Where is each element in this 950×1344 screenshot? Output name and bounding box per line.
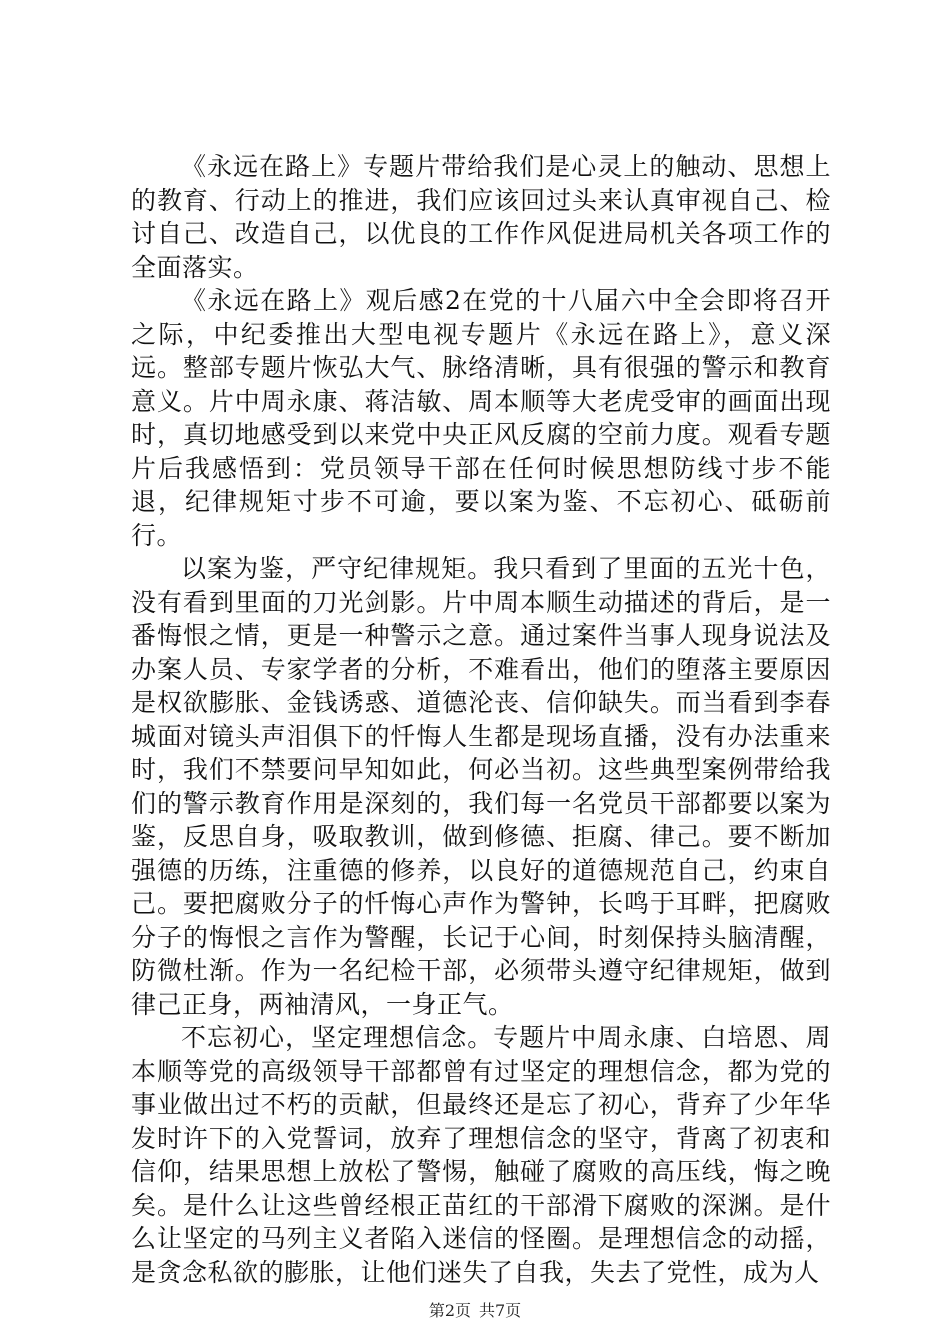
paragraph-2: 《永远在路上》观后感2在党的十八届六中全会即将召开之际，中纪委推出大型电视专题片《永远在路上》，意义深远。整部专题片恢弘大气、脉络清晰，具有很强的警示和教育意义。片中周永康、蒋洁敏、周本顺等大老虎受审的画面出现时，真切地感受到以来党中央正风反腐的空前力度。观看专题片后我感悟到：党员领导干部在任何时候思想防线寸步不能退，纪律规矩寸步不可逾，要以案为鉴、不忘初心、砥砺前行。	[131, 286, 831, 550]
page-number: 第2页	[428, 1301, 471, 1320]
paragraph-4: 不忘初心，坚定理想信念。专题片中周永康、白培恩、周本顺等党的高级领导干部都曾有过坚定的理想信念，都为党的事业做出过不朽的贡献，但最终还是忘了初心，背弃了少年华发时许下的入党誓词，放弃了理想信念的坚守，背离了初衷和信仰，结果思想上放松了警惕，触碰了腐败的高压线，悔之晚矣。是什么让这些曾经根正苗红的干部滑下腐败的深渊。是什么让坚定的马列主义者陷入迷信的怪圈。是理想信念的动摇，是贪念私欲的膨胀，让他们迷失了自我，失去了党性，成为人	[131, 1023, 831, 1287]
page-footer	[0, 1298, 950, 1321]
paragraph-1: 《永远在路上》专题片带给我们是心灵上的触动、思想上的教育、行动上的推进，我们应该回过头来认真审视自己、检讨自己、改造自己，以优良的工作作风促进局机关各项工作的全面落实。	[131, 152, 831, 282]
document-body	[131, 150, 831, 1289]
paragraph-3: 以案为鉴，严守纪律规矩。我只看到了里面的五光十色，没有看到里面的刀光剑影。片中周本顺生动描述的背后，是一番悔恨之情，更是一种警示之意。通过案件当事人现身说法及办案人员、专家学者的分析，不难看出，他们的堕落主要原因是权欲膨胀、金钱诱惑、道德沦丧、信仰缺失。而当看到李春城面对镜头声泪俱下的忏悔人生都是现场直播，没有办法重来时，我们不禁要问早知如此，何必当初。这些典型案例带给我们的警示教育作用是深刻的，我们每一名党员干部都要以案为鉴，反思自身，吸取教训，做到修德、拒腐、律己。要不断加强德的历练，注重德的修养，以良好的道德规范自己，约束自己。要把腐败分子的忏悔心声作为警钟，长鸣于耳畔，把腐败分子的悔恨之言作为警醒，长记于心间，时刻保持头脑清醒，防微杜渐。作为一名纪检干部，必须带头遵守纪律规矩，做到律己正身，两袖清风，一身正气。	[131, 554, 831, 1019]
page-total: 共7页	[479, 1301, 522, 1320]
